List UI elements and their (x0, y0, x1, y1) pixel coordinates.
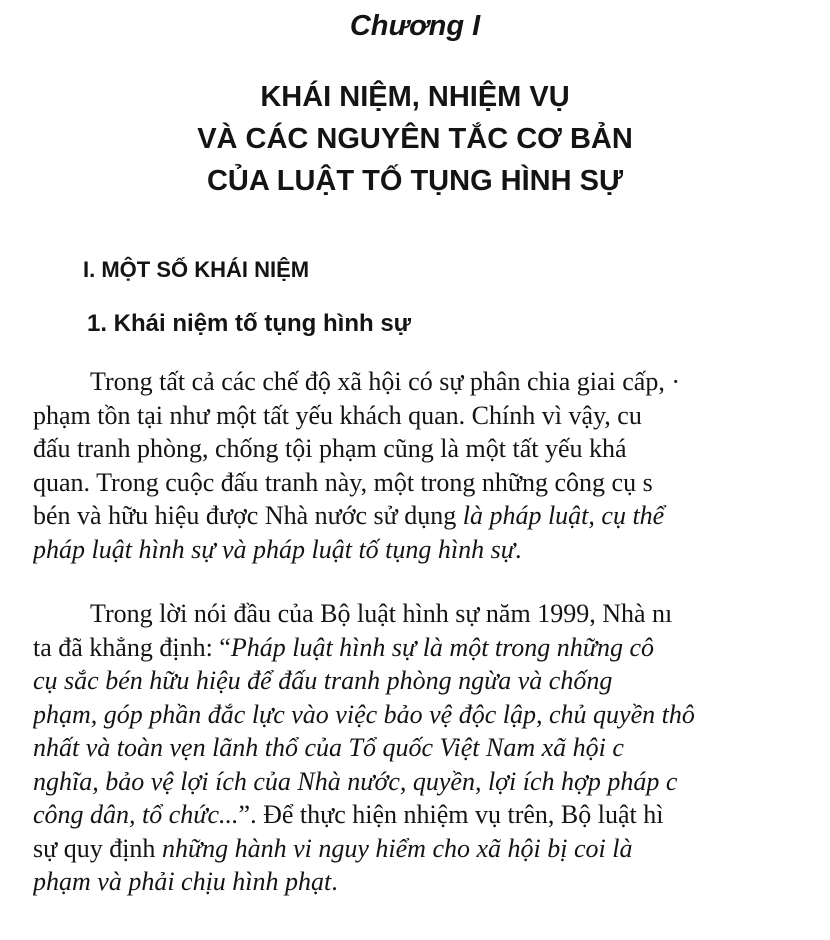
text-line (33, 631, 830, 665)
chapter-title-line: CỦA LUẬT TỐ TỤNG HÌNH SỰ (206, 165, 624, 197)
text-line (33, 731, 830, 765)
text-run: quan. Trong cuộc đấu tranh này, một trong những công cụ s (33, 467, 653, 497)
paragraph-2 (33, 597, 830, 899)
text-run: . (331, 867, 338, 896)
italic-run: pháp luật hình sự và pháp luật tố tụng hình sự (33, 534, 515, 564)
italic-run: công dân, tổ chức... (33, 800, 239, 829)
text-line (33, 865, 830, 899)
chapter-title (0, 76, 830, 202)
chapter-title-line: VÀ CÁC NGUYÊN TẮC CƠ BẢN (197, 123, 633, 155)
text-run: . (514, 534, 522, 564)
text-line (33, 499, 830, 533)
chapter-label: Chương I (349, 10, 481, 42)
text-run: bén và hữu hiệu được Nhà nước sử dụng (33, 501, 463, 530)
subsection-heading: 1. Khái niệm tố tụng hình sự (87, 310, 412, 337)
text-run: Trong lời nói đầu của Bộ luật hình sự năm 1999, Nhà nı (90, 599, 673, 628)
italic-run: nghĩa, bảo vệ lợi ích của Nhà nước, quyền, lợi ích hợp pháp c (33, 766, 678, 796)
text-run: phạm tồn tại như một tất yếu khách quan. Chính vì vậy, cu (33, 400, 642, 430)
section-heading: I. MỘT SỐ KHÁI NIỆM (83, 257, 310, 282)
italic-run: những hành vi nguy hiểm cho xã hội bị coi là (161, 833, 633, 863)
text-line (33, 765, 830, 799)
text-run: ”. Để thực hiện nhiệm vụ trên, Bộ luật hì (238, 800, 664, 829)
text-line (33, 466, 830, 500)
text-line (33, 698, 830, 732)
italic-run: Pháp luật hình sự là một trong những cô (230, 632, 655, 662)
italic-run: phạm, góp phần đắc lực vào việc bảo vệ độc lập, chủ quyền thô (33, 699, 695, 729)
chapter-title-line: KHÁI NIỆM, NHIỆM VỤ (260, 81, 570, 113)
paragraph-1 (33, 365, 830, 566)
text-line (33, 399, 830, 433)
text-line (33, 832, 830, 866)
italic-run: là pháp luật, cụ thể (462, 501, 665, 530)
text-line (33, 533, 830, 567)
italic-run: nhất và toàn vẹn lãnh thổ của Tổ quốc Việt Nam xã hội c (33, 733, 624, 762)
text-line (33, 798, 830, 832)
italic-run: cụ sắc bén hữu hiệu để đấu tranh phòng ngừa và chống (33, 666, 613, 695)
text-line (33, 365, 830, 399)
text-run: đấu tranh phòng, chống tội phạm cũng là một tất yếu khá (33, 434, 627, 463)
text-line (33, 664, 830, 698)
text-run: sự quy định (33, 833, 162, 863)
text-line (33, 597, 830, 631)
text-run: Trong tất cả các chế độ xã hội có sự phân chia giai cấp, · (90, 367, 680, 396)
italic-run: phạm và phải chịu hình phạt (33, 867, 332, 896)
text-line (33, 432, 830, 466)
text-run: ta đã khẳng định: “ (33, 632, 231, 662)
